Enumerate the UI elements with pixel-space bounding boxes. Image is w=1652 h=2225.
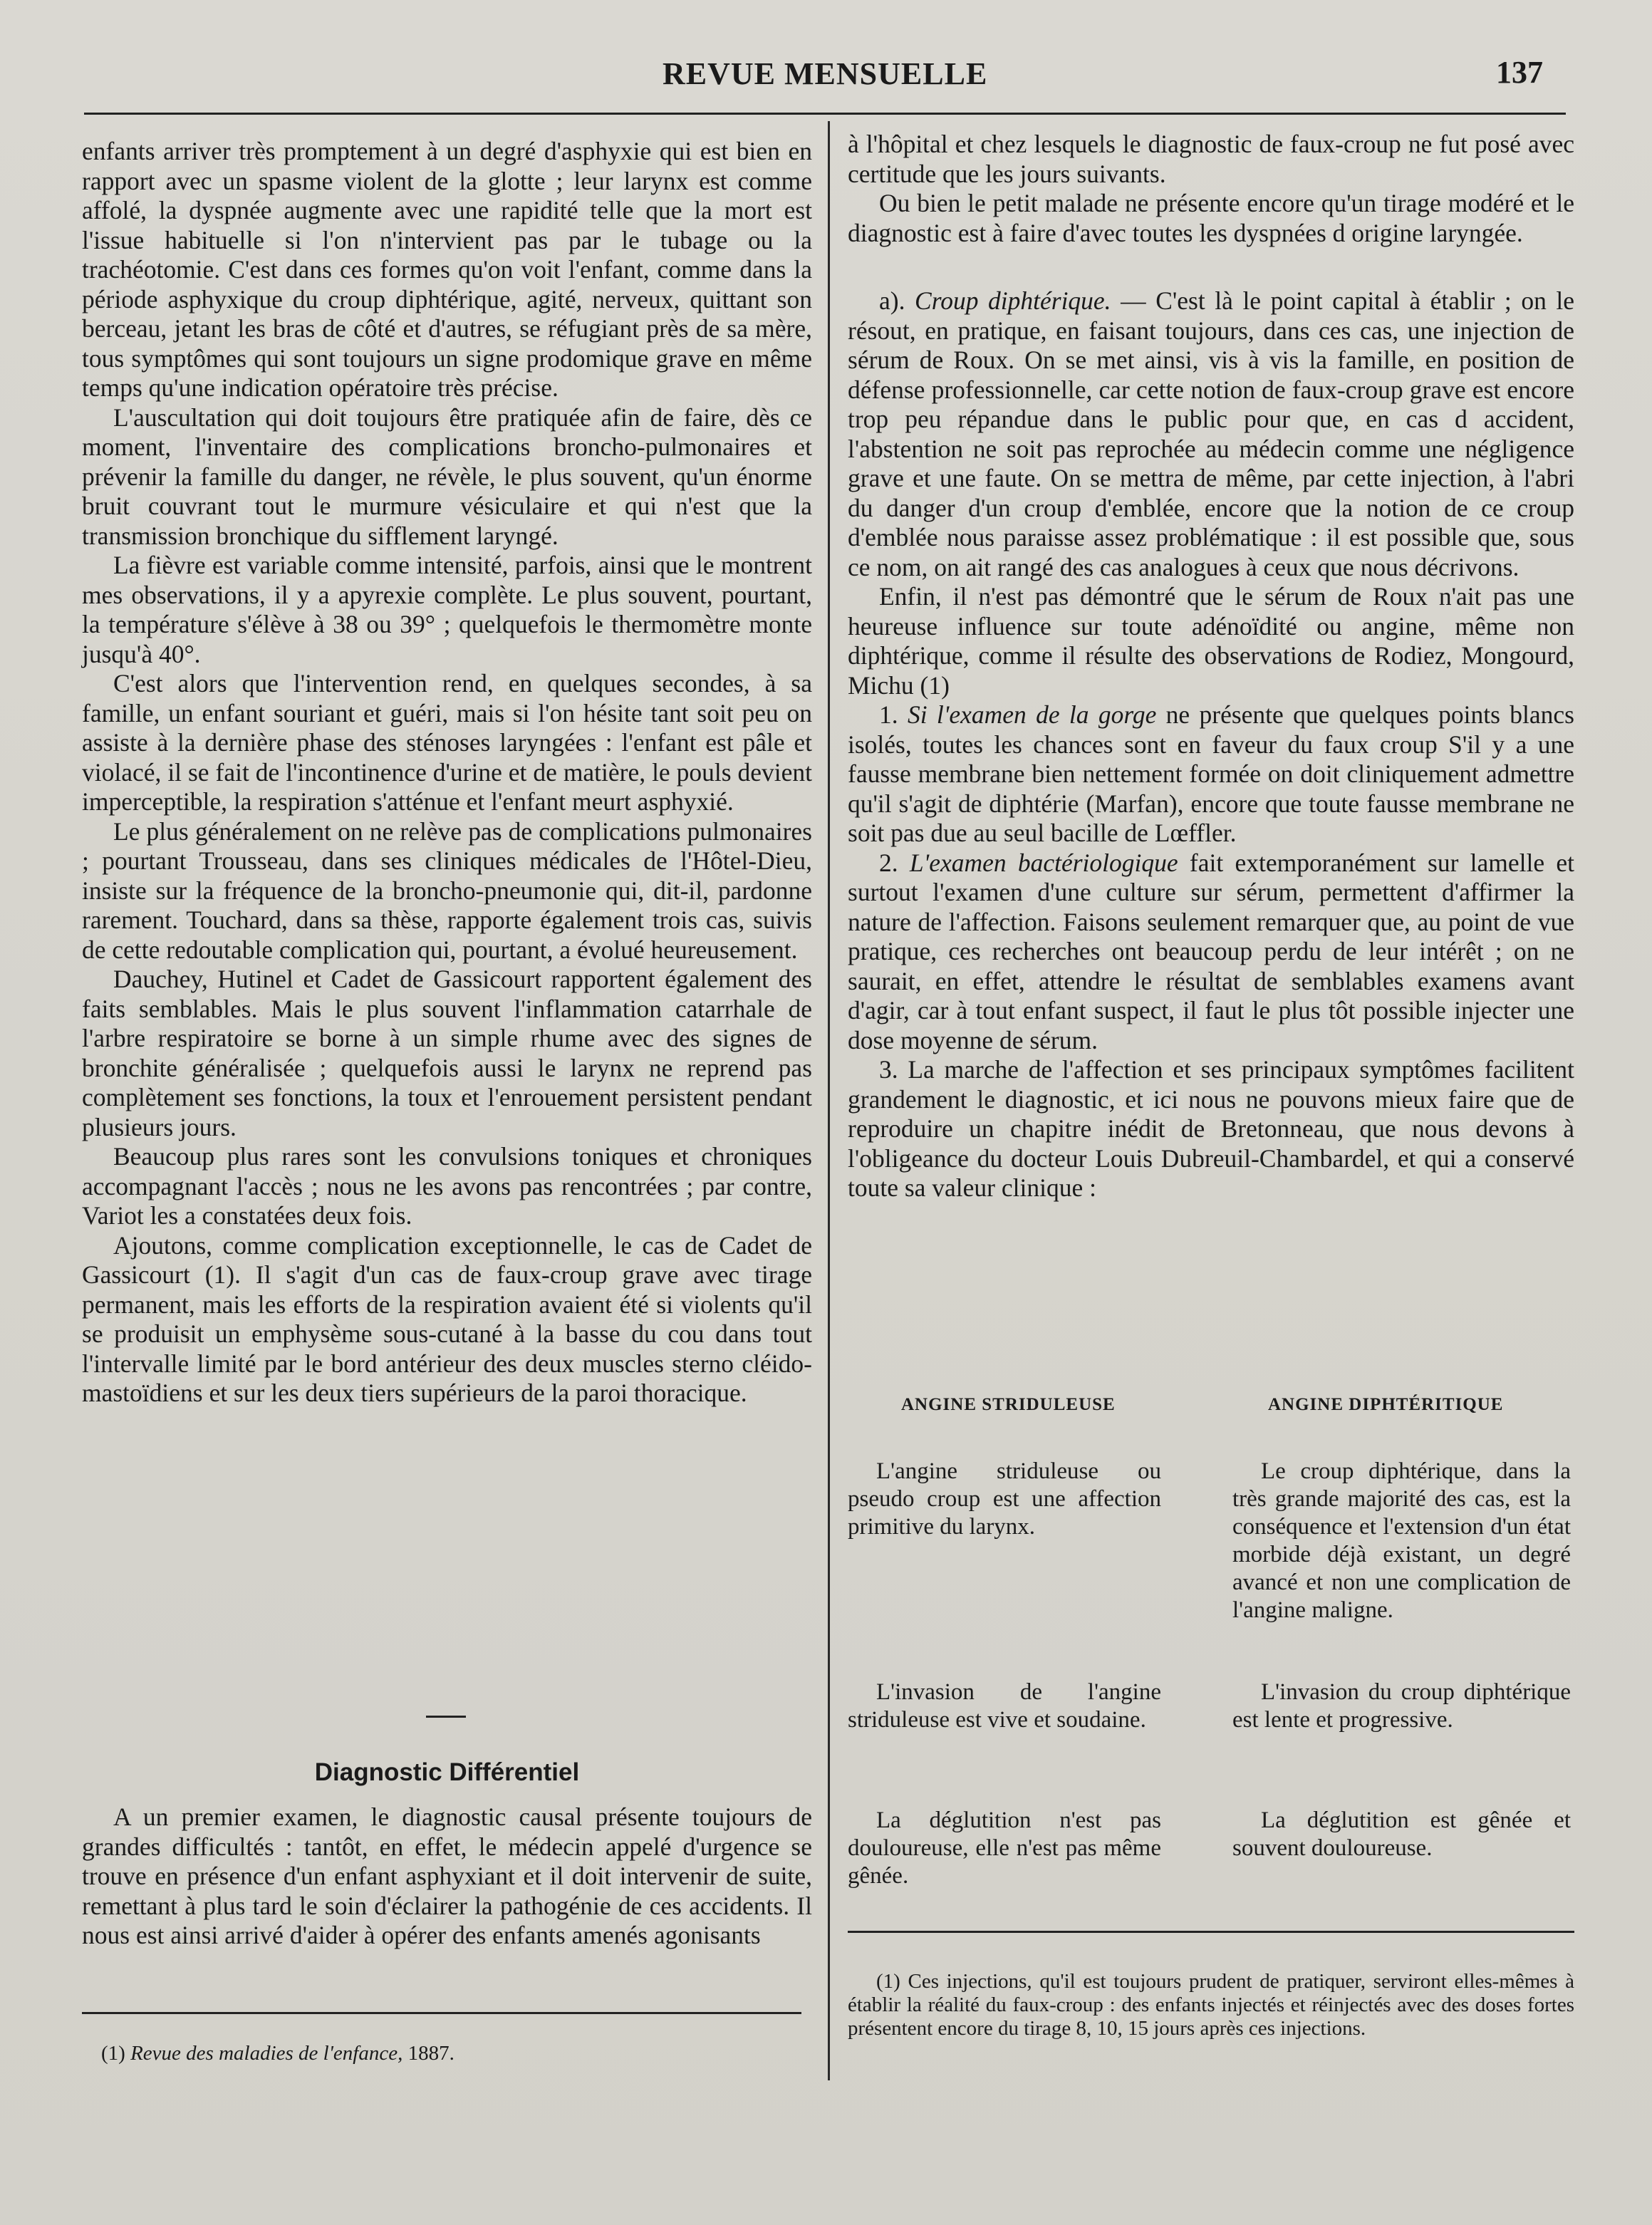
- paragraph: [848, 286, 1574, 582]
- item-title: L'examen bactériologique: [909, 848, 1178, 877]
- paragraph: La fièvre est variable comme intensité, parfois, ainsi que le montrent mes observations, il y a apyrexie complète. Le plus souvent, pourtant, la température s'élève à 38 ou 39° ; quelquefois le thermomètre monte jusqu'à 40°.: [82, 551, 812, 668]
- section-body: [82, 1803, 812, 1951]
- paragraph: [848, 700, 1574, 849]
- footnote-marker: (1): [101, 2042, 125, 2065]
- item-text: fait extemporanément sur lamelle et surtout l'examen d'une culture sur sérum, permettent d'affirmer la nature de l'affection. Faisons seulement remarquer que, au point de vue pratique, ces recherches ont beaucoup perdu de leur intérêt ; on ne saurait, en effet, attendre le résultat de semblables examens avant d'agir, car à tout enfant suspect, il faut le plus tôt possible injecter une dose moyenne de sérum.: [848, 848, 1574, 1054]
- footnote: [848, 1970, 1574, 2040]
- paragraph: Ou bien le petit malade ne présente encore qu'un tirage modéré et le diagnostic est à faire d'avec toutes les dyspnées d origine laryngée.: [848, 189, 1574, 247]
- comparison-cell: [848, 1679, 1161, 1734]
- item-title: Croup diphtérique.: [915, 286, 1111, 315]
- cell-text: L'invasion de l'angine striduleuse est vive et soudaine.: [848, 1679, 1161, 1733]
- paragraph: A un premier examen, le diagnostic causal présente toujours de grandes difficultés : tantôt, en effet, le médecin appelé d'urgence se trouve en présence d'un enfant asphyxiant et il doit intervenir de suite, remettant à plus tard le soin d'éclairer la pathogénie de ces accidents. Il nous est ainsi arrivé d'aider à opérer des enfants amenés agonisants: [82, 1803, 812, 1949]
- item-text: — C'est là le point capital à établir ; on le résout, en pratique, en faisant toujours, dans ces cas, une injection de sérum de Roux. On se met ainsi, vis à vis la famille, en position de défense professionnelle, car cette notion de faux-croup grave est encore trop peu répandue dans le public pour que, en cas d accident, l'abstention ne soit pas reprochée au médecin comme une négligence grave et une faute. On se mettra de même, par cette injection, à l'abri du danger d'un croup d'emblée, encore que la notion de ce croup d'emblée nous paraisse assez problématique : il est possible que, sous ce nom, on ait rangé des cas analogues à ceux que nous décrivons.: [848, 286, 1574, 581]
- paragraph: Le plus généralement on ne relève pas de complications pulmonaires ; pourtant Trousseau, dans ses cliniques médicales de l'Hôtel-Dieu, insiste sur la fréquence de la broncho-pneumonie qui, dit-il, pardonne rarement. Touchard, dans sa thèse, rapporte également trois cas, suivis de cette redoutable complication qui, pourtant, a évolué heureusement.: [82, 816, 812, 964]
- cell-text: L'angine striduleuse ou pseudo croup est une affection primitive du larynx.: [848, 1458, 1161, 1540]
- header-rule: [84, 113, 1566, 115]
- paragraph: à l'hôpital et chez lesquels le diagnostic de faux-croup ne fut posé avec certitude que les jours suivants.: [848, 130, 1574, 188]
- right-column: [848, 130, 1574, 1203]
- comparison-cell: [848, 1458, 1161, 1541]
- cell-text: La déglutition est gênée et souvent douloureuse.: [1232, 1808, 1571, 1861]
- item-label: a).: [879, 286, 905, 315]
- item-text: ne présente que quelques points blancs isolés, toutes les chances sont en faveur du faux croup S'il y a une fausse membrane bien nettement formée on doit cliniquement admettre qu'il s'agit de diphtérie (Marfan), encore que toute fausse membrane ne soit pas due au seul bacille de Lœffler.: [848, 700, 1574, 847]
- paragraph: Beaucoup plus rares sont les convulsions toniques et chroniques accompagnant l'accès ; nous ne les avons pas rencontrées ; par contre, Variot les a constatées deux fois.: [82, 1142, 812, 1230]
- paragraph: enfants arriver très promptement à un degré d'asphyxie qui est bien en rapport avec un spasme violent de la glotte ; leur larynx est comme affolé, la dyspnée augmente avec une rapidité telle que la mort est l'issue habituelle si l'on n'intervient pas par le tubage ou la trachéotomie. C'est dans ces formes qu'on voit l'enfant, comme dans la période asphyxique du croup diphtérique, agité, nerveux, quittant son berceau, jetant les bras de côté et d'autres, se réfugiant près de sa mère, tous symptômes qui sont toujours un signe prodomique grave en même temps qu'une indication opératoire très précise.: [82, 137, 812, 402]
- footnote-rule: [82, 2012, 801, 2014]
- paragraph: L'auscultation qui doit toujours être pratiquée afin de faire, dès ce moment, l'inventaire des complications broncho-pulmonaires et prévenir la famille du danger, ne révèle, le plus souvent, qu'un énorme bruit couvrant tout le murmure vésiculaire et qui n'est que la transmission bronchique du sifflement laryngé.: [82, 403, 812, 550]
- column-divider: [828, 121, 830, 2080]
- footnote-year: 1887.: [407, 2042, 454, 2065]
- paragraph: Dauchey, Hutinel et Cadet de Gassicourt rapportent également des faits semblables. Mais le plus souvent l'inflammation catarrhale de l'arbre respiratoire se borne à un simple rhume avec des signes de bronchite généralisée ; quelquefois aussi le larynx ne reprend pas complètement ses fonctions, la toux et l'enrouement persistent pendant plusieurs jours.: [82, 965, 812, 1141]
- paragraph: Ajoutons, comme complication exceptionnelle, le cas de Cadet de Gassicourt (1). Il s'agit d'un cas de faux-croup grave avec tirage permanent, mais les efforts de la respiration avaient été si violents qu'il se produisit un emphysème sous-cutané à la basse du cou dans tout l'intervalle limité par le bord antérieur des deux muscles sterno cléido-mastoïdiens et sur les deux tiers supérieurs de la paroi thoracique.: [82, 1230, 812, 1407]
- cell-text: L'invasion du croup diphtérique est lente et progressive.: [1232, 1679, 1571, 1733]
- page-number: 137: [1496, 55, 1543, 90]
- footnote-title: Revue des maladies de l'enfance,: [130, 2042, 403, 2065]
- footnote-text: (1) Ces injections, qu'il est toujours prudent de pratiquer, serviront elles-mêmes à établir la réalité du faux-croup : des enfants injectés et réinjectés avec des doses fortes présentent encore du tirage 8, 10, 15 jours après ces injections.: [848, 1970, 1574, 2040]
- paragraph: Enfin, il n'est pas démontré que le sérum de Roux n'ait pas une heureuse influence sur toute adénoïdité ou angine, même non diphtérique, comme il résulte des observations de Rodiez, Mongourd, Michu (1): [848, 582, 1574, 700]
- comparison-cell: [1232, 1458, 1571, 1624]
- running-header-title: REVUE MENSUELLE: [663, 56, 988, 91]
- item-title: Si l'examen de la gorge: [907, 700, 1157, 729]
- left-column: [82, 137, 812, 1409]
- footnote-rule: [848, 1931, 1574, 1933]
- footnote: [101, 2042, 454, 2065]
- item-label: 1.: [879, 700, 898, 729]
- cell-text: La déglutition n'est pas douloureuse, elle n'est pas même gênée.: [848, 1808, 1161, 1889]
- paragraph: C'est alors que l'intervention rend, en quelques secondes, à sa famille, un enfant souriant et guéri, mais si l'on hésite tant soit peu on assiste à la dernière phase des sténoses laryngées : l'enfant est pâle et violacé, il se fait de l'incontinence d'urine et de matière, le pouls devient imperceptible, la respiration s'atténue et l'enfant meurt asphyxié.: [82, 669, 812, 816]
- comparison-cell: [1232, 1679, 1571, 1734]
- paragraph: [848, 849, 1574, 1056]
- comparison-header-right: ANGINE DIPHTÉRITIQUE: [1268, 1395, 1504, 1414]
- section-separator: [426, 1716, 466, 1718]
- section-heading: Diagnostic Différentiel: [314, 1758, 580, 1786]
- comparison-cell: [848, 1807, 1161, 1890]
- cell-text: Le croup diphtérique, dans la très grande majorité des cas, est la conséquence et l'extension d'un état morbide déjà existant, un degré avancé et non une complication de l'angine maligne.: [1232, 1458, 1571, 1623]
- comparison-cell: [1232, 1807, 1571, 1862]
- item-label: 2.: [879, 848, 898, 877]
- paragraph: 3. La marche de l'affection et ses principaux symptômes facilitent grandement le diagnostic, et ici nous ne pouvons mieux faire que de reproduire un chapitre inédit de Bretonneau, que nous devons à l'obligeance du docteur Louis Dubreuil-Chambardel, et qui a conservé toute sa valeur clinique :: [848, 1055, 1574, 1202]
- comparison-header-left: ANGINE STRIDULEUSE: [901, 1395, 1116, 1414]
